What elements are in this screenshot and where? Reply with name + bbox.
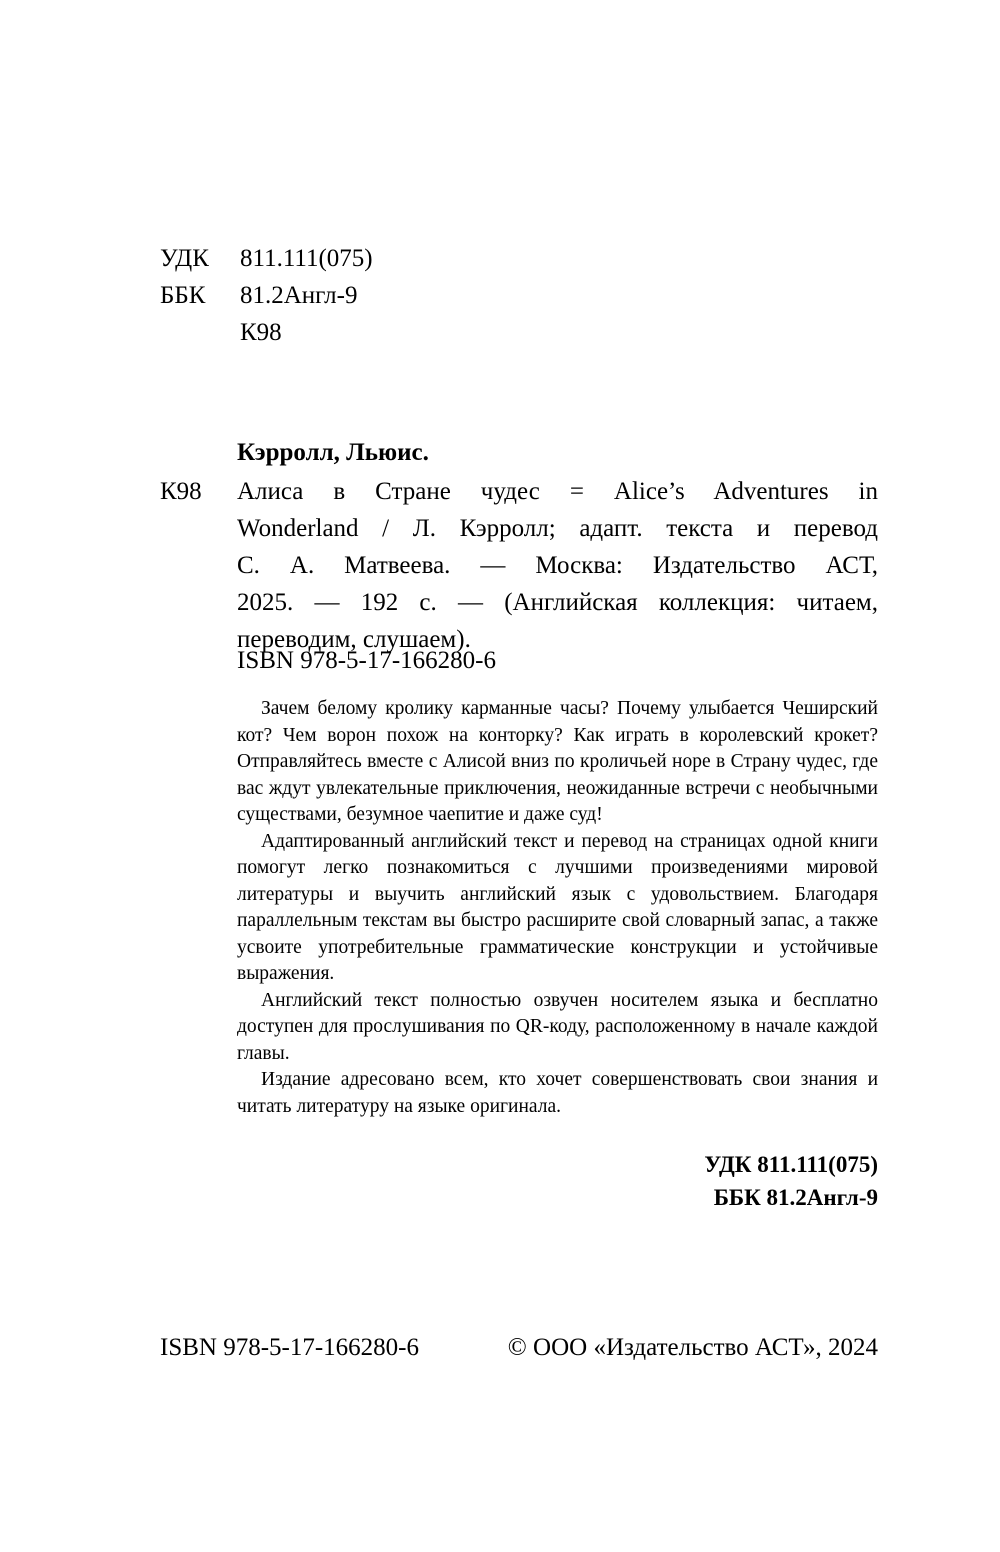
annotation-paragraph: Английский текст полностью озвучен носителем языка и бесплатно доступен для прослушивания по QR-коду, расположенному в начале каждой главы. <box>237 989 878 1064</box>
author-heading: Кэрролл, Льюис. <box>237 439 429 466</box>
annotation-paragraph: Адаптированный английский текст и перевод на страницах одной книги помогут легко познакомиться с лучшими произведениями мировой литературы и выучить английский язык с удовольствием. Благодаря параллельным текстам вы быстро расширите свой словарный запас, а также усвоите употребительные грамматические конструкции и устойчивые выражения. <box>237 830 878 984</box>
annotation-paragraph: Издание адресовано всем, кто хочет совершенствовать свои знания и читать литературу на языке оригинала. <box>237 1069 878 1117</box>
bbk-label: ББК <box>160 282 206 309</box>
udk-value: 811.111(075) <box>240 245 373 272</box>
isbn: ISBN 978-5-17-166280-6 <box>237 647 497 674</box>
udk-label: УДК <box>160 245 209 272</box>
entry-line: Wonderland / Л. Кэрролл; адапт. текста и перевод <box>237 515 878 542</box>
bottom-row <box>160 1331 878 1365</box>
catalog-author-sign: К98 <box>160 478 202 505</box>
footer-codes-block <box>704 1148 878 1214</box>
bbk-row <box>160 277 373 314</box>
author-sign-spacer <box>160 314 240 351</box>
entry-line: переводим, слушаем). <box>237 626 471 653</box>
author-sign: К98 <box>240 319 282 346</box>
bbk-value: 81.2Англ-9 <box>240 282 358 309</box>
footer-bbk: ББК 81.2Англ-9 <box>713 1185 878 1210</box>
annotation-block <box>237 696 878 1120</box>
entry-line: С. А. Матвеева. — Москва: Издательство АСТ, <box>237 552 878 579</box>
bibliographic-entry <box>237 473 878 658</box>
udk-row <box>160 240 373 277</box>
entry-line: Алиса в Стране чудес = Alice’s Adventures in <box>237 478 878 505</box>
bottom-isbn: ISBN 978-5-17-166280-6 <box>160 1334 420 1361</box>
footer-udk: УДК 811.111(075) <box>704 1152 878 1177</box>
entry-line: 2025. — 192 с. — (Английская коллекция: читаем, <box>237 589 878 616</box>
copyright-notice: © ООО «Издательство АСТ», 2024 <box>507 1334 878 1361</box>
cataloging-codes-block <box>160 240 373 351</box>
annotation-paragraph: Зачем белому кролику карманные часы? Почему улыбается Чеширский кот? Чем ворон похож на конторку? Как играть в королевский крокет? Отправляйтесь вместе с Алисой вниз по кроличьей норе в Страну чудес, где вас ждут увлекательные приключения, неожиданные встречи с необычными существами, безумное чаепитие и даже суд! <box>237 698 878 825</box>
author-sign-row <box>160 314 373 351</box>
